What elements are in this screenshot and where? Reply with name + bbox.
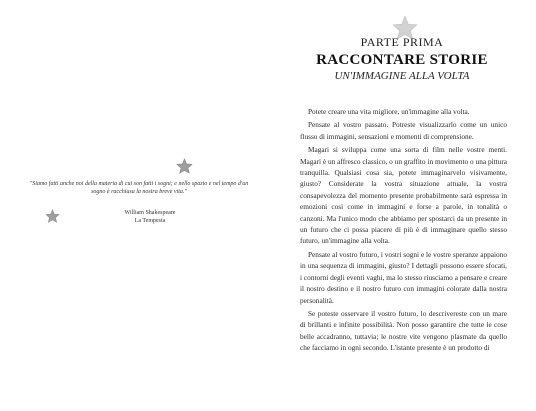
paragraph: Pensate al vostro futuro, i vostri sogni e le vostre speranze appaiono in una sequenza di immagini, giusto? I dettagli possono essere sfocati, i contorni degli eventi vaghi, ma lo stesso riusciamo a pensare e creare il nostro destino e il nostro futuro con immagini colorate dalla nostra personalità. [300, 249, 507, 305]
paragraph: Se poteste osservare il vostro futuro, lo descrivereste con un mare di brillanti e infinite possibilità. Non posso garantire che tutte le cose belle accadranno, tuttavia; le nostre vite vengono plasmate da quello che facciamo in ogni secondo. L'istante presente è un prodotto di [300, 308, 507, 353]
quote-source-title: La Tempesta [134, 218, 166, 224]
epigraph-attribution [90, 209, 210, 225]
chapter-subtitle: UN'IMMAGINE ALLA VOLTA [334, 70, 470, 82]
paragraph: Pensate al vostro passato. Potreste visualizzarlo come un unico flusso di immagini, sensazioni e momenti di comprensione. [300, 120, 507, 141]
quote-author-name: William Shakespeare [124, 210, 176, 216]
body-text [300, 106, 507, 356]
star-icon [45, 209, 60, 223]
paragraph: Potete creare una vita migliore, un'immagine alla volta. [308, 107, 470, 116]
star-icon [176, 158, 193, 174]
paragraph: Magari si sviluppa come una sorta di film nelle vostre menti. Magari è un affresco classico, o un graffito in movimento o una pittura tranquilla. Qualsiasi cosa sia, potete immaginarvelo visivamente, giusto? Considerate la vostra situazione attuale, la vostra consapevolezza del momento presente probabilmente sarà espressa in emozioni così come in immagini e forse a parole, in tonalità o canzoni. Ma l'unico modo che abbiamo per spostarci da un presente in un futuro che ci possa piacere di più è di immaginare quello stesso futuro, un'immagine alla volta. [300, 145, 507, 246]
part-label: PARTE PRIMA [360, 35, 444, 49]
chapter-title: RACCONTARE STORIE [316, 52, 488, 68]
right-page [268, 0, 536, 411]
epigraph-quote: "Siamo fatti anche noi della materia di cui son fatti i sogni; e nello spazio e nel tempo d'un sogno è racchiusa la nostra breve vita." [29, 181, 249, 195]
